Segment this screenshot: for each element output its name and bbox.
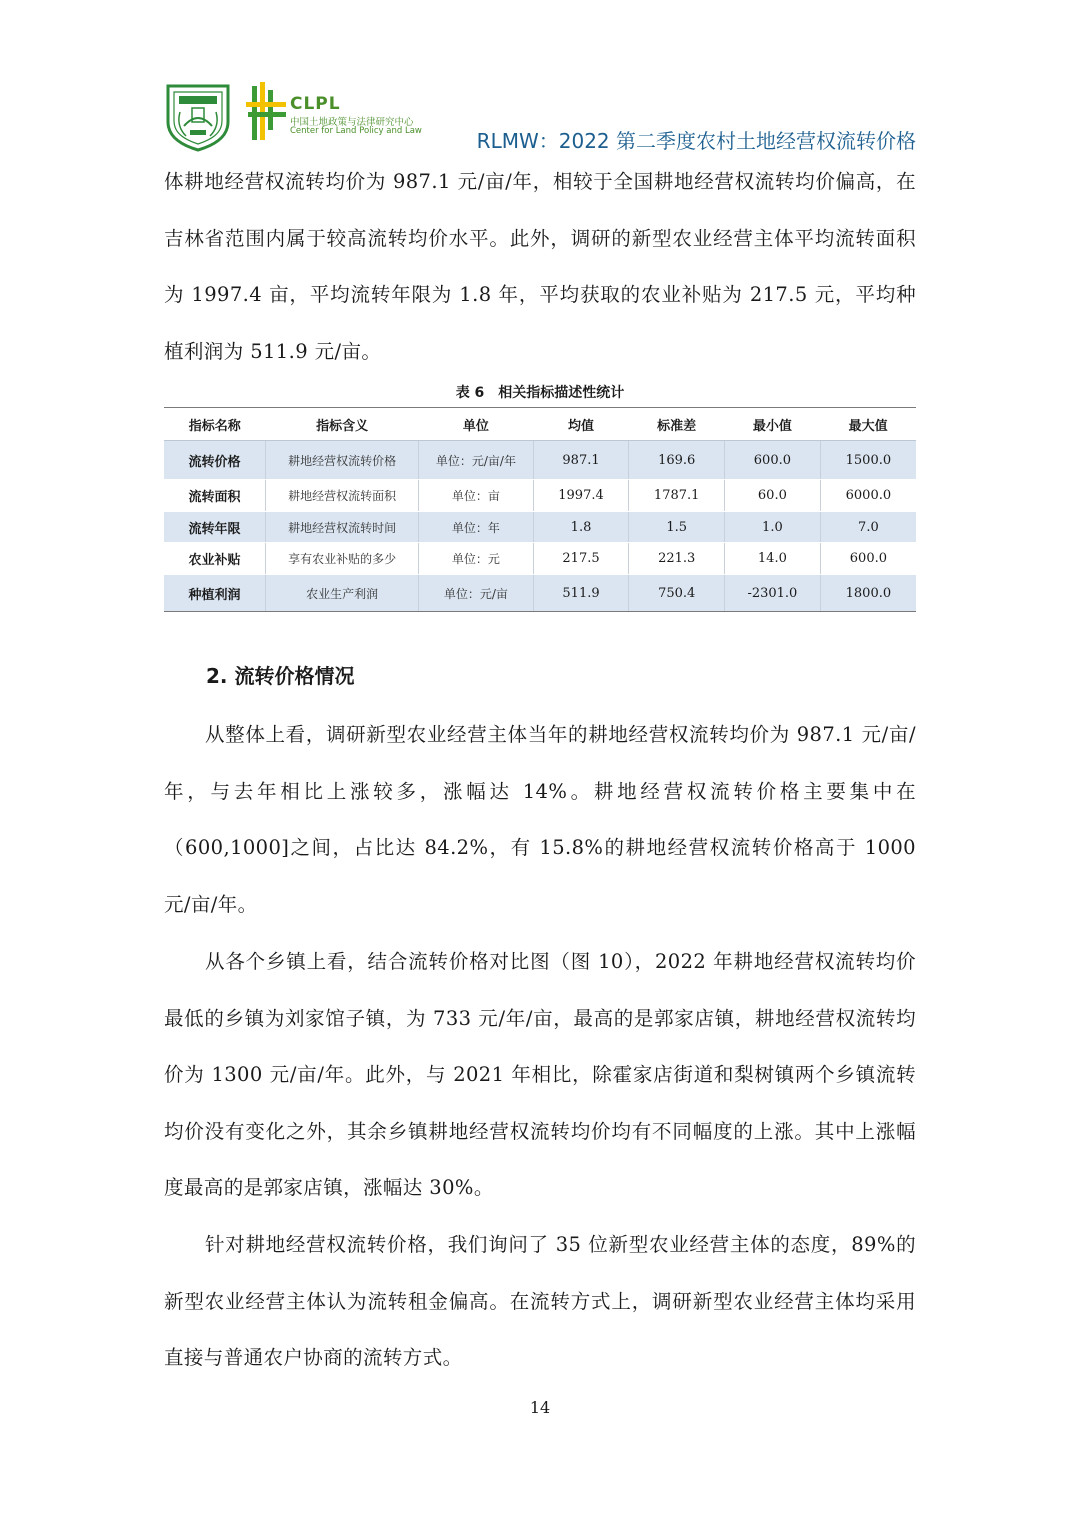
university-emblem-icon: [162, 82, 234, 152]
table-cell: 511.9: [533, 575, 629, 612]
page-header: [0, 0, 1080, 160]
table-row: [164, 441, 916, 480]
table-cell: 农业生产利润: [266, 575, 419, 612]
table-cell: 987.1: [533, 441, 629, 480]
table-caption: 表 6 相关指标描述性统计: [455, 385, 625, 401]
header-max: 最大值: [820, 408, 916, 441]
table-cell: 750.4: [629, 575, 725, 612]
table-cell: 1500.0: [820, 441, 916, 480]
section-heading: 2. 流转价格情况: [206, 664, 355, 688]
table-cell: 单位：元: [419, 543, 534, 575]
table-cell: 600.0: [725, 441, 821, 480]
table-cell: 221.3: [629, 543, 725, 575]
header-std-dev: 标准差: [629, 408, 725, 441]
section-paragraph-2: 从各个乡镇上看，结合流转价格对比图（图 10），2022 年耕地经营权流转均价最低的乡镇为刘家馆子镇，为 733 元/年/亩，最高的是郭家店镇，耕地经营权流转均价为 1300 元/亩/年。此外，与 2021 年相比，除霍家店街道和梨树镇两个乡镇流转均价没有变化之外，其余乡镇耕地经营权流转均价均有不同幅度的上涨。其中上涨幅度最高的是郭家店镇，涨幅达 30%。: [164, 950, 916, 1199]
clpl-logo: [246, 80, 426, 144]
header-mean: 均值: [533, 408, 629, 441]
table-cell: 流转价格: [164, 441, 266, 480]
table-cell: 单位：元/亩/年: [419, 441, 534, 480]
table-row: [164, 543, 916, 575]
header-indicator-meaning: 指标含义: [266, 408, 419, 441]
table-cell: 单位：年: [419, 512, 534, 543]
table-cell: 14.0: [725, 543, 821, 575]
page-number: 14: [529, 1398, 551, 1417]
table-cell: 享有农业补贴的多少: [266, 543, 419, 575]
table-cell: 169.6: [629, 441, 725, 480]
table-cell: 600.0: [820, 543, 916, 575]
table-row: [164, 575, 916, 612]
table-cell: 流转年限: [164, 512, 266, 543]
table-row: [164, 512, 916, 543]
table-cell: 217.5: [533, 543, 629, 575]
table-cell: 60.0: [725, 480, 821, 512]
table-cell: 7.0: [820, 512, 916, 543]
header-min: 最小值: [725, 408, 821, 441]
clpl-name: CLPL: [290, 94, 341, 114]
table-cell: 6000.0: [820, 480, 916, 512]
report-title: RLMW：2022 第二季度农村土地经营权流转价格: [476, 129, 916, 153]
table-cell: 耕地经营权流转价格: [266, 441, 419, 480]
table-cell: 农业补贴: [164, 543, 266, 575]
table-header-row: [164, 408, 916, 441]
table-cell: 种植利润: [164, 575, 266, 612]
section-paragraph-3: 针对耕地经营权流转价格，我们询问了 35 位新型农业经营主体的态度，89%的新型农业经营主体认为流转租金偏高。在流转方式上，调研新型农业经营主体均采用直接与普通农户协商的流转方式。: [164, 1233, 916, 1369]
header-indicator-name: 指标名称: [164, 408, 266, 441]
table-cell: 1.5: [629, 512, 725, 543]
table-cell: 耕地经营权流转时间: [266, 512, 419, 543]
table-cell: -2301.0: [725, 575, 821, 612]
section-paragraph-1: 从整体上看，调研新型农业经营主体当年的耕地经营权流转均价为 987.1 元/亩/年，与去年相比上涨较多，涨幅达 14%。耕地经营权流转价格主要集中在（600,1000]之间，占比达 84.2%，有 15.8%的耕地经营权流转价格高于 1000 元/亩/年。: [164, 723, 916, 916]
table-cell: 1800.0: [820, 575, 916, 612]
table-cell: 单位：元/亩: [419, 575, 534, 612]
statistics-table: [164, 407, 916, 612]
table-row: [164, 480, 916, 512]
table-cell: 1.8: [533, 512, 629, 543]
table-cell: 耕地经营权流转面积: [266, 480, 419, 512]
table-cell: 单位：亩: [419, 480, 534, 512]
table-cell: 1.0: [725, 512, 821, 543]
intro-paragraph: 体耕地经营权流转均价为 987.1 元/亩/年，相较于全国耕地经营权流转均价偏高，在吉林省范围内属于较高流转均价水平。此外，调研的新型农业经营主体平均流转面积为 1997.4 亩，平均流转年限为 1.8 年，平均获取的农业补贴为 217.5 元，平均种植利润为 511.9 元/亩。: [164, 170, 916, 363]
table-cell: 流转面积: [164, 480, 266, 512]
table-cell: 1787.1: [629, 480, 725, 512]
clpl-chinese-name: 中国土地政策与法律研究中心: [290, 117, 414, 128]
clpl-emblem-icon: [246, 80, 288, 144]
table-cell: 1997.4: [533, 480, 629, 512]
header-unit: 单位: [419, 408, 534, 441]
clpl-english-name: Center for Land Policy and Law: [290, 126, 422, 136]
